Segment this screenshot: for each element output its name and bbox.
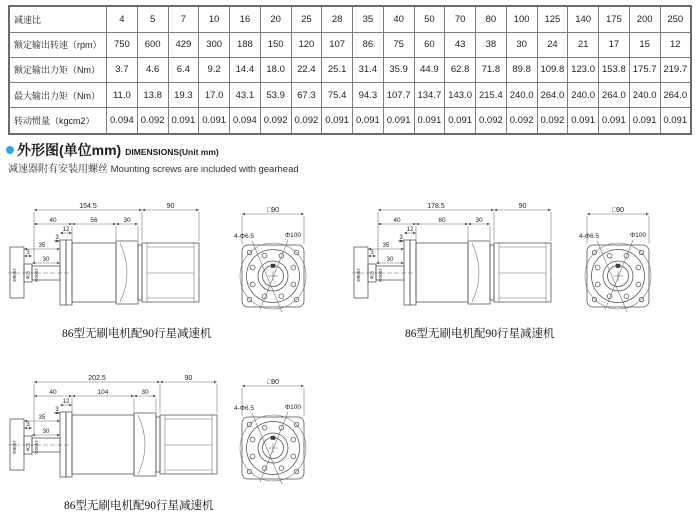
table-cell: 219.7 bbox=[660, 57, 691, 82]
spec-table-body bbox=[9, 6, 691, 134]
table-cell: 0.092 bbox=[537, 108, 568, 134]
table-cell: 0.091 bbox=[629, 108, 660, 134]
side-view-drawing bbox=[8, 370, 238, 502]
table-cell: 107.7 bbox=[383, 83, 414, 108]
dim-3b: 3 bbox=[26, 250, 30, 256]
table-cell: 4.6 bbox=[137, 57, 168, 82]
table-cell: 20 bbox=[260, 6, 291, 32]
table-cell: 38 bbox=[476, 32, 507, 57]
dim-flange: 12 bbox=[62, 227, 70, 233]
shaft-diameter-label: Φ20h7 bbox=[34, 440, 39, 454]
table-cell: 21 bbox=[568, 32, 599, 57]
table-cell: 30 bbox=[506, 32, 537, 57]
table-cell: 750 bbox=[107, 32, 138, 57]
dim-3a: 3 bbox=[399, 235, 403, 241]
dim-total-length: 178.5 bbox=[427, 203, 445, 210]
table-cell: 125 bbox=[537, 6, 568, 32]
shaft-pilot-label: Φ80h7 bbox=[12, 268, 17, 282]
row-header: 最大输出力矩（Nm） bbox=[9, 83, 107, 108]
table-cell: 17 bbox=[599, 32, 630, 57]
table-cell: 71.8 bbox=[476, 57, 507, 82]
front-view-drawing bbox=[230, 372, 325, 504]
table-row bbox=[9, 6, 691, 32]
dim-corner-holes: 4-Φ6.5 bbox=[579, 233, 600, 240]
section-title-en: DIMENSIONS(Unit mm) bbox=[125, 146, 219, 157]
shaft-stub-label: Φ25 bbox=[25, 270, 31, 280]
front-view-drawing bbox=[575, 200, 670, 332]
shaft-stub-label: Φ25 bbox=[25, 442, 31, 452]
table-cell: 150 bbox=[260, 32, 291, 57]
dim-35: 35 bbox=[38, 243, 46, 249]
table-cell: 80 bbox=[476, 6, 507, 32]
dim-3a: 3 bbox=[55, 407, 59, 413]
table-cell: 240.0 bbox=[629, 83, 660, 108]
dim-3a: 3 bbox=[55, 235, 59, 241]
table-cell: 24 bbox=[537, 32, 568, 57]
table-cell: 25.1 bbox=[322, 57, 353, 82]
dim-bolt-circle: Φ100 bbox=[285, 404, 302, 411]
section-note-cn: 减速器附有安装用螺丝 bbox=[8, 164, 108, 175]
table-cell: 15 bbox=[629, 32, 660, 57]
dim-seg2: 80 bbox=[438, 217, 446, 224]
dim-flange-size: □90 bbox=[611, 207, 625, 214]
gearmotor-side-view bbox=[8, 370, 238, 507]
table-cell: 60 bbox=[414, 32, 445, 57]
table-cell: 0.091 bbox=[383, 108, 414, 134]
table-cell: 0.091 bbox=[660, 108, 691, 134]
drawing-caption: 86型无刷电机配90行星减速机 bbox=[405, 328, 555, 340]
row-header: 额定输出转速（rpm） bbox=[9, 32, 107, 57]
table-cell: 75 bbox=[383, 32, 414, 57]
dim-flange: 12 bbox=[406, 227, 414, 233]
dim-seg1: 40 bbox=[393, 217, 401, 224]
table-cell: 0.092 bbox=[476, 108, 507, 134]
table-cell: 4 bbox=[107, 6, 138, 32]
dim-3b: 3 bbox=[370, 250, 374, 256]
side-view-drawing bbox=[8, 198, 238, 330]
table-cell: 44.9 bbox=[414, 57, 445, 82]
dim-flange-size: □90 bbox=[266, 207, 280, 214]
table-cell: 9.2 bbox=[199, 57, 230, 82]
row-header: 转动惯量（kgcm2） bbox=[9, 108, 107, 134]
table-cell: 175.7 bbox=[629, 57, 660, 82]
dim-3b: 3 bbox=[26, 422, 30, 428]
table-cell: 0.091 bbox=[445, 108, 476, 134]
table-cell: 0.091 bbox=[568, 108, 599, 134]
dim-30: 30 bbox=[386, 257, 394, 263]
gearmotor-front-view bbox=[575, 200, 670, 337]
table-cell: 0.091 bbox=[199, 108, 230, 134]
table-cell: 22.4 bbox=[291, 57, 322, 82]
shaft-stub-label: Φ25 bbox=[369, 270, 375, 280]
table-cell: 43.1 bbox=[230, 83, 261, 108]
table-cell: 67.3 bbox=[291, 83, 322, 108]
dim-total-length: 202.5 bbox=[88, 375, 106, 382]
table-cell: 3.7 bbox=[107, 57, 138, 82]
gearmotor-front-view bbox=[230, 372, 325, 509]
shaft-pilot-label: Φ80h7 bbox=[356, 268, 361, 282]
dim-corner-holes: 4-Φ6.5 bbox=[234, 405, 255, 412]
bullet-icon bbox=[6, 146, 14, 154]
shaft-pilot-label: Φ80h7 bbox=[12, 440, 17, 454]
table-cell: 153.8 bbox=[599, 57, 630, 82]
table-cell: 143.0 bbox=[445, 83, 476, 108]
table-cell: 13.8 bbox=[137, 83, 168, 108]
table-cell: 300 bbox=[199, 32, 230, 57]
dim-bolt-circle: Φ100 bbox=[630, 232, 647, 239]
table-cell: 140 bbox=[568, 6, 599, 32]
table-cell: 100 bbox=[506, 6, 537, 32]
table-cell: 94.3 bbox=[353, 83, 384, 108]
table-cell: 17.0 bbox=[199, 83, 230, 108]
table-cell: 0.091 bbox=[599, 108, 630, 134]
table-cell: 28 bbox=[322, 6, 353, 32]
dim-seg2: 104 bbox=[97, 389, 109, 396]
table-cell: 62.8 bbox=[445, 57, 476, 82]
table-row bbox=[9, 32, 691, 57]
dim-total-length: 154.5 bbox=[79, 203, 97, 210]
table-cell: 240.0 bbox=[506, 83, 537, 108]
table-cell: 0.092 bbox=[506, 108, 537, 134]
table-row bbox=[9, 83, 691, 108]
table-cell: 0.092 bbox=[291, 108, 322, 134]
table-cell: 0.092 bbox=[260, 108, 291, 134]
gearmotor-front-view bbox=[230, 200, 325, 337]
dim-seg3: 30 bbox=[141, 389, 149, 396]
dim-motor-length: 90 bbox=[184, 375, 193, 382]
section-note bbox=[8, 160, 299, 175]
table-cell: 134.7 bbox=[414, 83, 445, 108]
table-cell: 0.092 bbox=[137, 108, 168, 134]
table-cell: 0.091 bbox=[168, 108, 199, 134]
table-cell: 11.0 bbox=[107, 83, 138, 108]
table-cell: 86 bbox=[353, 32, 384, 57]
row-header: 额定输出力矩（Nm） bbox=[9, 57, 107, 82]
drawing-caption: 86型无刷电机配90行星减速机 bbox=[64, 500, 214, 512]
table-cell: 19.3 bbox=[168, 83, 199, 108]
table-cell: 40 bbox=[383, 6, 414, 32]
table-cell: 0.091 bbox=[353, 108, 384, 134]
table-cell: 12 bbox=[660, 32, 691, 57]
table-cell: 35 bbox=[353, 6, 384, 32]
table-cell: 0.091 bbox=[414, 108, 445, 134]
table-cell: 264.0 bbox=[537, 83, 568, 108]
shaft-diameter-label: Φ20h7 bbox=[34, 268, 39, 282]
dim-30: 30 bbox=[42, 429, 50, 435]
side-view-drawing bbox=[352, 198, 582, 330]
table-cell: 188 bbox=[230, 32, 261, 57]
table-cell: 175 bbox=[599, 6, 630, 32]
table-cell: 89.8 bbox=[506, 57, 537, 82]
table-cell: 75.4 bbox=[322, 83, 353, 108]
table-cell: 16 bbox=[230, 6, 261, 32]
table-cell: 10 bbox=[199, 6, 230, 32]
table-cell: 53.9 bbox=[260, 83, 291, 108]
table-cell: 600 bbox=[137, 32, 168, 57]
dim-seg3: 30 bbox=[475, 217, 483, 224]
dim-flange: 12 bbox=[62, 399, 70, 405]
section-header bbox=[6, 141, 219, 159]
table-cell: 0.094 bbox=[107, 108, 138, 134]
dim-flange-size: □90 bbox=[266, 379, 280, 386]
table-cell: 50 bbox=[414, 6, 445, 32]
table-cell: 264.0 bbox=[660, 83, 691, 108]
spec-table bbox=[8, 5, 692, 135]
dim-35: 35 bbox=[38, 415, 46, 421]
dim-30: 30 bbox=[42, 257, 50, 263]
table-cell: 123.0 bbox=[568, 57, 599, 82]
table-cell: 5 bbox=[137, 6, 168, 32]
table-cell: 35.9 bbox=[383, 57, 414, 82]
table-cell: 109.8 bbox=[537, 57, 568, 82]
row-header: 减速比 bbox=[9, 6, 107, 32]
table-cell: 43 bbox=[445, 32, 476, 57]
table-cell: 264.0 bbox=[599, 83, 630, 108]
table-cell: 31.4 bbox=[353, 57, 384, 82]
dim-corner-holes: 4-Φ6.5 bbox=[234, 233, 255, 240]
dim-seg1: 40 bbox=[49, 217, 57, 224]
gearmotor-side-view bbox=[352, 198, 582, 335]
dim-35: 35 bbox=[382, 243, 390, 249]
section-title-cn: 外形图(单位mm) bbox=[17, 142, 122, 158]
table-cell: 250 bbox=[660, 6, 691, 32]
table-cell: 429 bbox=[168, 32, 199, 57]
dim-seg3: 30 bbox=[123, 217, 131, 224]
table-cell: 18.0 bbox=[260, 57, 291, 82]
dim-motor-length: 90 bbox=[518, 203, 527, 210]
table-cell: 0.091 bbox=[322, 108, 353, 134]
front-view-drawing bbox=[230, 200, 325, 332]
section-note-en: Mounting screws are included with gearhead bbox=[110, 164, 299, 175]
dim-motor-length: 90 bbox=[166, 203, 175, 210]
table-cell: 14.4 bbox=[230, 57, 261, 82]
table-cell: 107 bbox=[322, 32, 353, 57]
table-cell: 7 bbox=[168, 6, 199, 32]
table-cell: 70 bbox=[445, 6, 476, 32]
table-cell: 120 bbox=[291, 32, 322, 57]
dim-seg2: 56 bbox=[90, 217, 98, 224]
dim-seg1: 40 bbox=[49, 389, 57, 396]
dim-bolt-circle: Φ100 bbox=[285, 232, 302, 239]
table-cell: 25 bbox=[291, 6, 322, 32]
table-cell: 0.094 bbox=[230, 108, 261, 134]
gearmotor-side-view bbox=[8, 198, 238, 335]
table-cell: 215.4 bbox=[476, 83, 507, 108]
table-row bbox=[9, 57, 691, 82]
table-cell: 240.0 bbox=[568, 83, 599, 108]
drawing-caption: 86型无刷电机配90行星减速机 bbox=[62, 328, 212, 340]
table-cell: 200 bbox=[629, 6, 660, 32]
table-row bbox=[9, 108, 691, 134]
shaft-diameter-label: Φ20h7 bbox=[378, 268, 383, 282]
table-cell: 6.4 bbox=[168, 57, 199, 82]
